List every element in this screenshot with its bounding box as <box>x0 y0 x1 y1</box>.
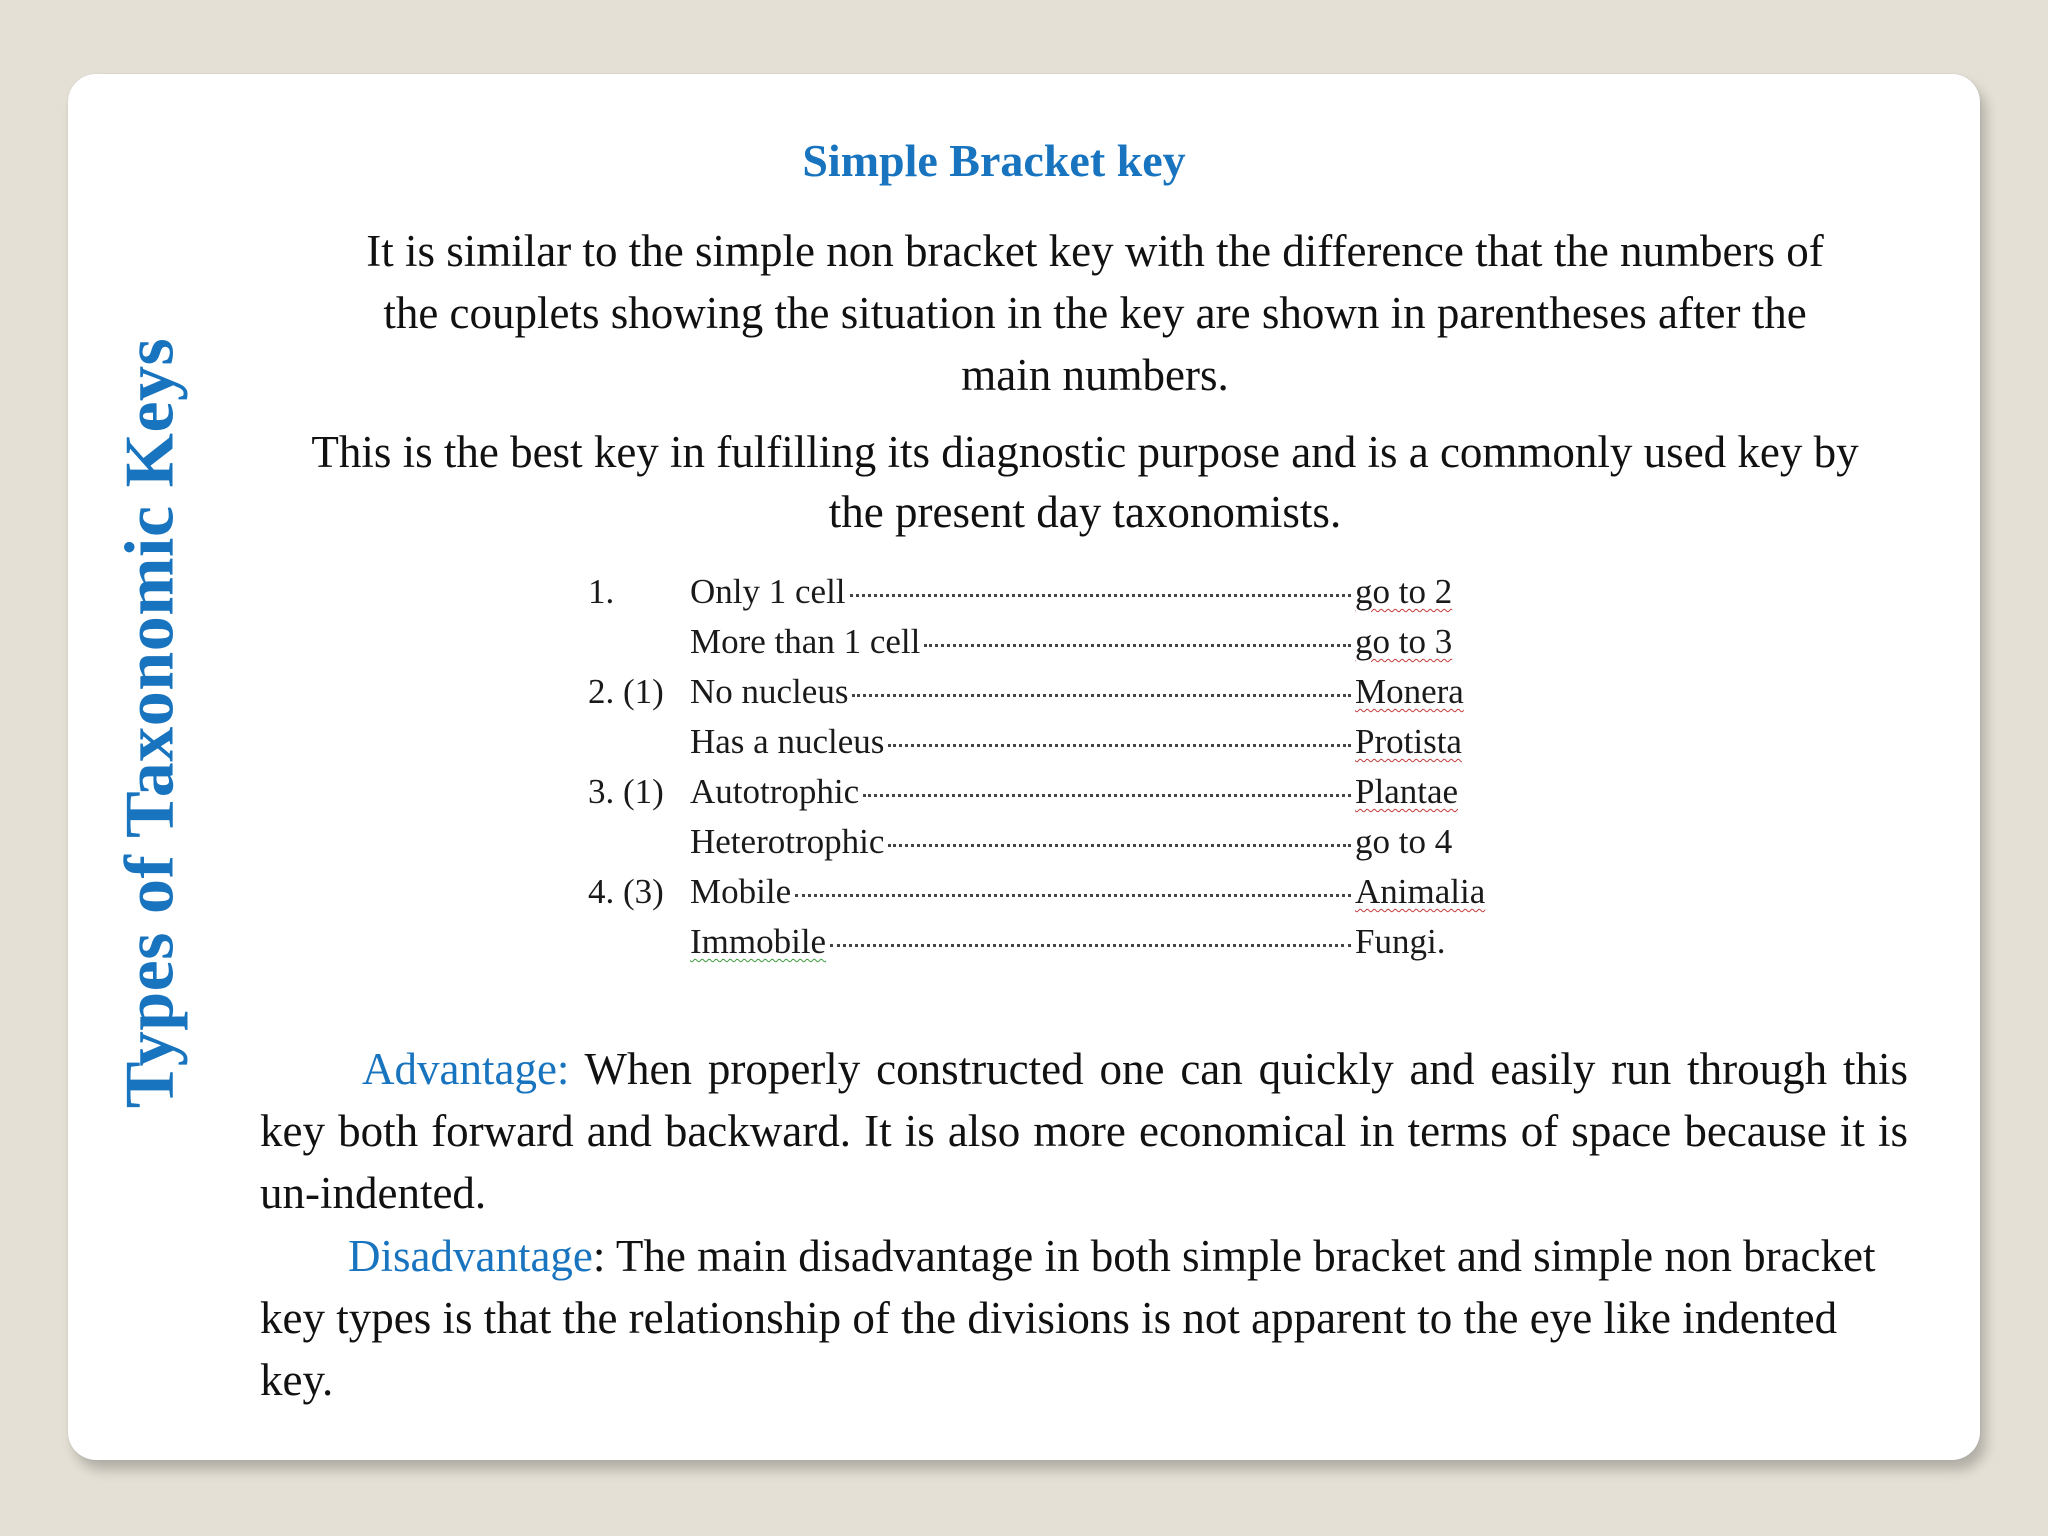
disadvantage-text: : The main disadvantage in both simple bracket and simple non bracket key types is that the relationship of the divisions is not apparent to the eye like indented key. <box>260 1231 1876 1405</box>
intro-paragraph: It is similar to the simple non bracket key with the difference that the numbers of the couplets showing the situation in the key are shown in parentheses after the main numbers. <box>366 226 1824 400</box>
key-row-description: Heterotrophic <box>690 822 885 861</box>
key-row-result: Monera <box>1355 672 1464 711</box>
dot-leader <box>850 594 1351 597</box>
heading-text: Simple Bracket key <box>802 135 1186 186</box>
dot-leader <box>924 644 1351 647</box>
vertical-title <box>110 337 190 1109</box>
key-row-description: Mobile <box>690 872 792 911</box>
key-row-result: Plantae <box>1355 772 1459 811</box>
key-row <box>570 872 1490 922</box>
bracket-key-table <box>570 572 1490 972</box>
key-row-number: 3. (1) <box>588 772 664 811</box>
key-row-description: Autotrophic <box>690 772 860 811</box>
key-row <box>570 672 1490 722</box>
vertical-title-text: Types of Taxonomic Keys <box>111 337 188 1109</box>
dot-leader <box>888 844 1351 847</box>
key-row <box>570 822 1490 872</box>
dot-leader <box>795 894 1351 897</box>
key-row-result: Animalia <box>1355 872 1486 911</box>
disadvantage-label: Disadvantage <box>348 1231 593 1281</box>
key-row-result: go to 4 <box>1355 822 1453 861</box>
advantage-text: When properly constructed one can quickly and easily run through this key both forward and backward. It is also more economical in terms of space because it is un-indented. <box>260 1044 1908 1218</box>
key-row-description: Only 1 cell <box>690 572 846 611</box>
key-row-description: Has a nucleus <box>690 722 885 761</box>
key-row-number: 2. (1) <box>588 672 664 711</box>
key-row <box>570 922 1490 972</box>
key-row <box>570 772 1490 822</box>
key-row-result: go to 2 <box>1355 572 1453 611</box>
key-row-description: No nucleus <box>690 672 849 711</box>
slide-heading <box>0 134 2048 187</box>
dot-leader <box>888 744 1351 747</box>
dot-leader <box>830 944 1351 947</box>
key-row <box>570 722 1490 772</box>
key-row-result: go to 3 <box>1355 622 1453 661</box>
key-row-number: 1. <box>588 572 615 611</box>
key-row <box>570 572 1490 622</box>
key-row-result: Fungi. <box>1355 922 1446 961</box>
key-row-description: Immobile <box>690 922 827 961</box>
key-row-number: 4. (3) <box>588 872 664 911</box>
dot-leader <box>863 794 1351 797</box>
advantage-paragraph <box>260 1038 1908 1224</box>
key-row-description: More than 1 cell <box>690 622 921 661</box>
disadvantage-paragraph <box>260 1225 1908 1411</box>
advantage-label: Advantage: <box>362 1044 570 1094</box>
key-row-result: Protista <box>1355 722 1462 761</box>
key-row <box>570 622 1490 672</box>
dot-leader <box>852 694 1351 697</box>
best-key-paragraph: This is the best key in fulfilling its diagnostic purpose and is a commonly used key by the present day taxonomists. <box>311 427 1859 537</box>
